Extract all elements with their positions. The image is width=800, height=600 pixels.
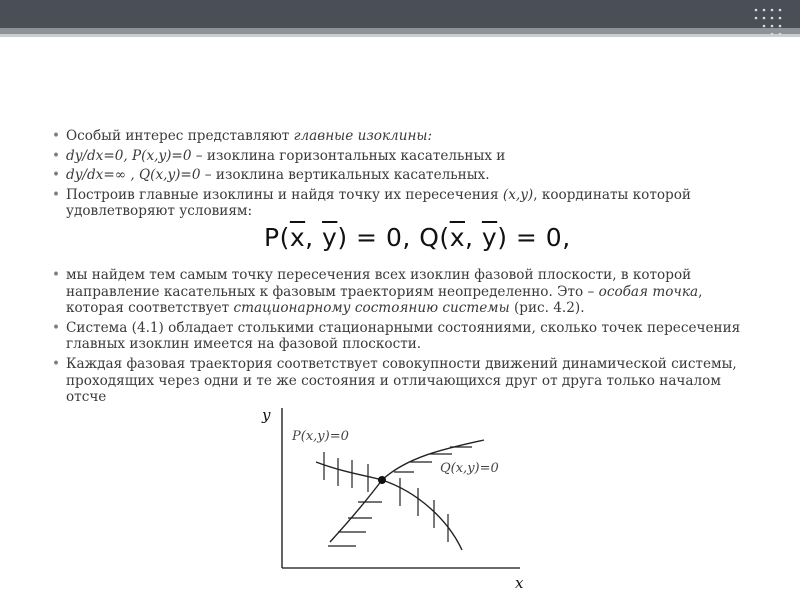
formula-part: , (464, 222, 482, 252)
bullet-singular-point (52, 267, 752, 317)
formula-part: ) = 0, (337, 222, 420, 252)
bullet-list (52, 128, 752, 220)
formula-part: Q( (419, 222, 450, 252)
formula-part: P( (264, 222, 290, 252)
bullet-text: Система (4.1) обладает столькими стационарными состояниями, сколько точек пересечения главных изоклин имеется на фазовой плоскости. (66, 319, 741, 353)
bullet-emphasis: особая точка (598, 283, 699, 300)
bullet-emphasis: (x,y) (502, 186, 534, 203)
bullet-stationary-states (52, 320, 752, 353)
phase-plane-figure (258, 400, 538, 592)
bullet-emphasis: стационарному состоянию системы (233, 300, 510, 317)
bullet-text: мы найдем тем самым точку пересечения всех изоклин фазовой плоскости, в которой направление касательных к фазовым траекториям неопределенно. Это – (66, 266, 692, 300)
bullet-list-2 (52, 267, 752, 406)
bullet-phase-trajectory (52, 356, 752, 406)
vertical-condition: dy/dx=∞ , Q(x,y)=0 (66, 167, 201, 184)
bullet-horizontal-isocline (52, 148, 752, 165)
formula-y-bar: $\overline{y}$ (481, 222, 498, 252)
formula-part: ) = 0, (497, 222, 571, 252)
bullet-text: Особый интерес представляют (66, 128, 294, 144)
bullet-main-isoclines (52, 128, 752, 145)
formula-x-bar: $\overline{x}$ (289, 222, 306, 252)
q-isocline-label: Q(x,y)=0 (440, 461, 499, 476)
singular-point (378, 476, 386, 484)
bullet-text: – изоклина горизонтальных касательных и (191, 147, 506, 164)
bullet-text: (рис. 4.2). (509, 300, 585, 317)
p-isocline-label: P(x,y)=0 (292, 429, 349, 444)
bullet-vertical-isocline (52, 167, 752, 184)
horizontal-condition: dy/dx=0, P(x,y)=0 (66, 147, 192, 164)
phase-plane-diagram (258, 400, 538, 592)
formula-part: , (305, 222, 323, 252)
bullet-emphasis: главные изоклины: (293, 128, 433, 144)
top-stripe-light (0, 34, 800, 37)
y-axis-label: y (262, 406, 271, 424)
x-axis-label: x (515, 574, 524, 592)
bullet-text: , которая соответствует (66, 283, 703, 317)
bullet-text: Построив главные изоклины и найдя точку их пересечения (66, 186, 503, 203)
bullet-text: – изоклина вертикальных касательных. (200, 167, 490, 184)
top-bar (0, 0, 800, 28)
slide-content (52, 128, 752, 409)
bullet-text: , координаты которой удовлетворяют условиям: (66, 186, 691, 220)
formula-conditions (52, 223, 752, 253)
bullet-intersection (52, 187, 752, 220)
corner-dots-decoration (750, 4, 790, 44)
formula-x-bar: $\overline{x}$ (449, 222, 465, 252)
bullet-text: Каждая фазовая траектория соответствует совокупности движений динамической системы, проходящих через одни и те же состояния и отличающихся друг от друга только началом отсче (66, 355, 737, 406)
formula-y-bar: $\overline{y}$ (322, 222, 338, 252)
